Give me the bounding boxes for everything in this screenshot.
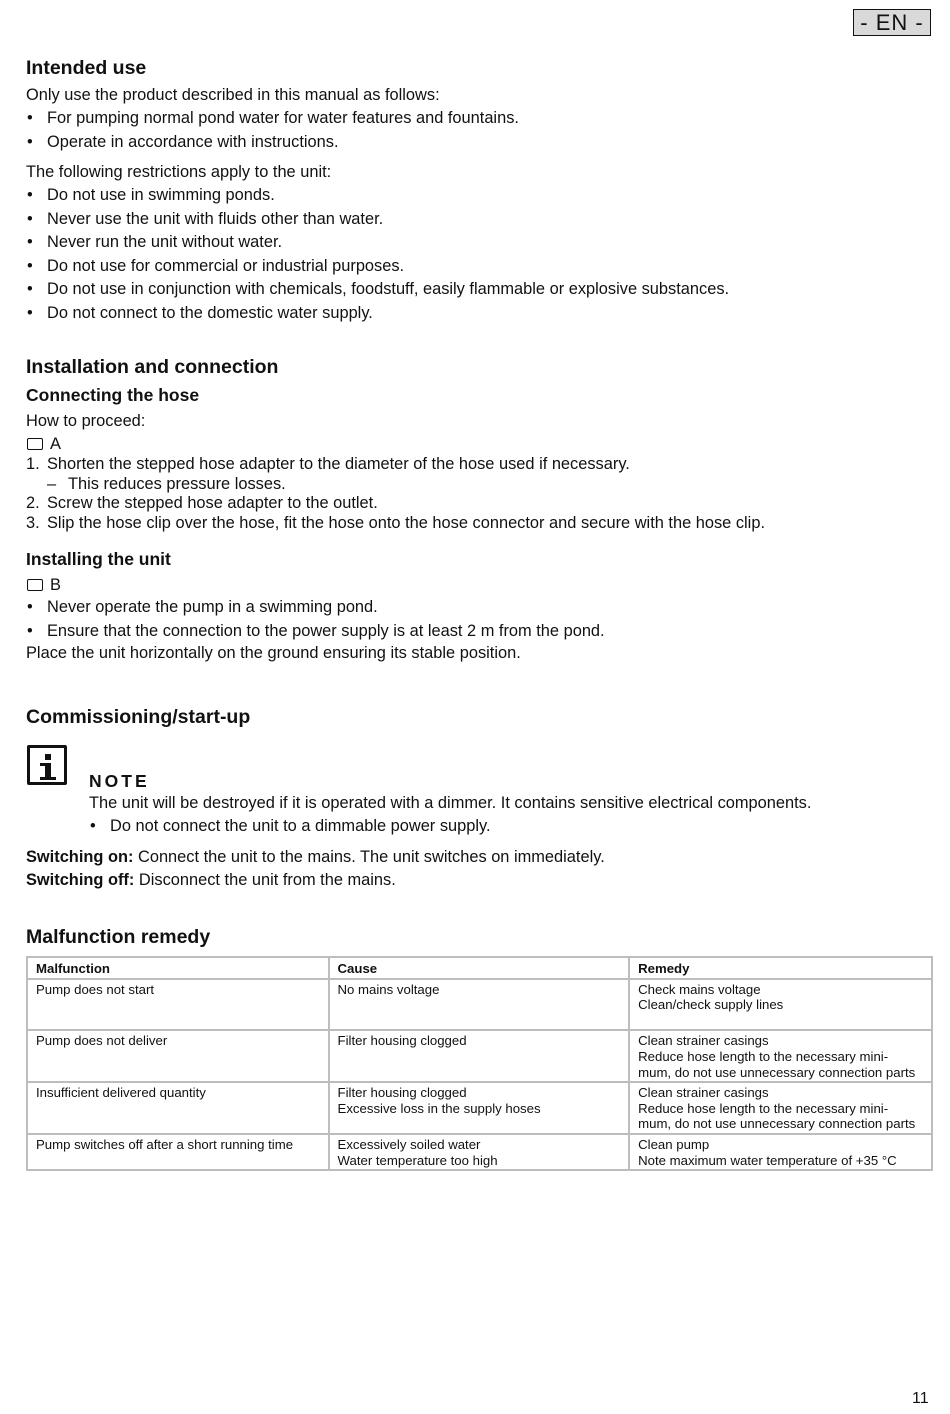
- table-header-row: [28, 958, 933, 980]
- cell-cause: Excessively soiled water Water temperature too high: [330, 1135, 631, 1171]
- column-header: Malfunction: [28, 958, 330, 980]
- intended-use-list: [26, 107, 932, 154]
- switching-off: [26, 869, 932, 892]
- switching-on-label: Switching on:: [26, 848, 134, 866]
- section-title-intended-use: Intended use: [26, 57, 147, 79]
- section-title-malfunction: Malfunction remedy: [26, 926, 211, 948]
- subsection-title-installing-unit: Installing the unit: [26, 549, 171, 570]
- list-item: • Never use the unit with fluids other than water.: [26, 208, 932, 232]
- table-row: [28, 1031, 933, 1083]
- figure-ref-b: [26, 574, 932, 596]
- cell-malfunction: Insufficient delivered quantity: [28, 1083, 330, 1135]
- step-text: Shorten the stepped hose adapter to the diameter of the hose used if necessary.: [47, 455, 630, 473]
- figure-ref-a: [26, 433, 932, 455]
- list-item: • Do not use in conjunction with chemicals, foodstuff, easily flammable or explosive substances.: [26, 278, 932, 302]
- list-item: • Do not connect to the domestic water supply.: [26, 302, 932, 326]
- section-intended-use: [26, 56, 932, 325]
- column-header: Remedy: [630, 958, 933, 980]
- table-row: [28, 980, 933, 1032]
- step-sub-text: This reduces pressure losses.: [68, 474, 286, 493]
- section-title-installation: Installation and connection: [26, 356, 279, 378]
- switching-on-text: Connect the unit to the mains. The unit switches on immediately.: [133, 848, 605, 866]
- note-list: [89, 815, 932, 839]
- restrictions-intro: The following restrictions apply to the unit:: [26, 163, 332, 181]
- cell-malfunction: Pump switches off after a short running time: [28, 1135, 330, 1171]
- switching-off-label: Switching off:: [26, 871, 135, 889]
- list-item: [26, 455, 932, 475]
- subsection-title-connecting-hose: Connecting the hose: [26, 385, 200, 405]
- cell-remedy: Clean pump Note maximum water temperature of +35 °C: [630, 1135, 933, 1171]
- column-header: Cause: [330, 958, 631, 980]
- table-row: [28, 1083, 933, 1135]
- info-icon: [27, 745, 67, 785]
- cell-malfunction: Pump does not start: [28, 980, 330, 1032]
- figure-label: A: [50, 435, 61, 453]
- switching-off-text: Disconnect the unit from the mains.: [134, 871, 396, 889]
- language-badge: - EN -: [853, 9, 931, 36]
- hose-steps: [26, 455, 932, 475]
- section-malfunction: [26, 925, 932, 949]
- list-item: • Never operate the pump in a swimming pond.: [26, 596, 932, 620]
- figure-label: B: [50, 576, 61, 595]
- cell-malfunction: Pump does not deliver: [28, 1031, 330, 1083]
- malfunction-table: [26, 956, 933, 1171]
- cell-remedy: Clean strainer casings Reduce hose length to the necessary mini- mum, do not use unnecessary connection parts: [630, 1031, 933, 1083]
- section-installation: [26, 355, 932, 664]
- hose-steps-continued: [26, 494, 932, 533]
- list-item: • Do not use in swimming ponds.: [26, 184, 932, 208]
- figure-icon: [27, 579, 43, 591]
- step-number: 3.: [26, 513, 40, 532]
- note-block: [89, 770, 932, 839]
- install-unit-list: [26, 596, 932, 643]
- cell-remedy: Clean strainer casings Reduce hose length to the necessary mini- mum, do not use unnecessary connection parts: [630, 1083, 933, 1135]
- switching-on: [26, 846, 932, 869]
- list-item: • Do not connect the unit to a dimmable power supply.: [89, 815, 932, 839]
- list-item: • For pumping normal pond water for water features and fountains.: [26, 107, 932, 131]
- section-commissioning: [26, 705, 932, 729]
- install-unit-text: Place the unit horizontally on the ground ensuring its stable position.: [26, 644, 521, 663]
- step-sub-item: – This reduces pressure losses.: [47, 474, 286, 493]
- section-title-commissioning: Commissioning/start-up: [26, 706, 251, 728]
- switching-block: [26, 846, 932, 892]
- note-text: The unit will be destroyed if it is operated with a dimmer. It contains sensitive electrical components.: [89, 794, 812, 812]
- list-item: [26, 514, 932, 534]
- hose-intro: How to proceed:: [26, 412, 146, 430]
- list-item: • Do not use for commercial or industrial purposes.: [26, 255, 932, 279]
- cell-cause: No mains voltage: [330, 980, 631, 1032]
- cell-cause: Filter housing clogged Excessive loss in the supply hoses: [330, 1083, 631, 1135]
- list-item: [26, 494, 932, 514]
- list-item: • Operate in accordance with instructions.: [26, 131, 932, 155]
- list-item: • Ensure that the connection to the power supply is at least 2 m from the pond.: [26, 620, 932, 644]
- step-text: Screw the stepped hose adapter to the outlet.: [47, 494, 378, 513]
- figure-icon: [27, 438, 43, 450]
- intended-use-intro: Only use the product described in this manual as follows:: [26, 86, 440, 104]
- restrictions-list: [26, 184, 932, 325]
- cell-remedy: Check mains voltage Clean/check supply lines: [630, 980, 933, 1032]
- page-number: 11: [912, 1390, 929, 1407]
- step-number: 2.: [26, 494, 40, 513]
- step-text: Slip the hose clip over the hose, fit the hose onto the hose connector and secure with the hose clip.: [47, 513, 765, 532]
- list-item: • Never run the unit without water.: [26, 231, 932, 255]
- step-number: 1.: [26, 455, 40, 473]
- note-title: NOTE: [89, 771, 150, 791]
- cell-cause: Filter housing clogged: [330, 1031, 631, 1083]
- table-row: [28, 1135, 933, 1171]
